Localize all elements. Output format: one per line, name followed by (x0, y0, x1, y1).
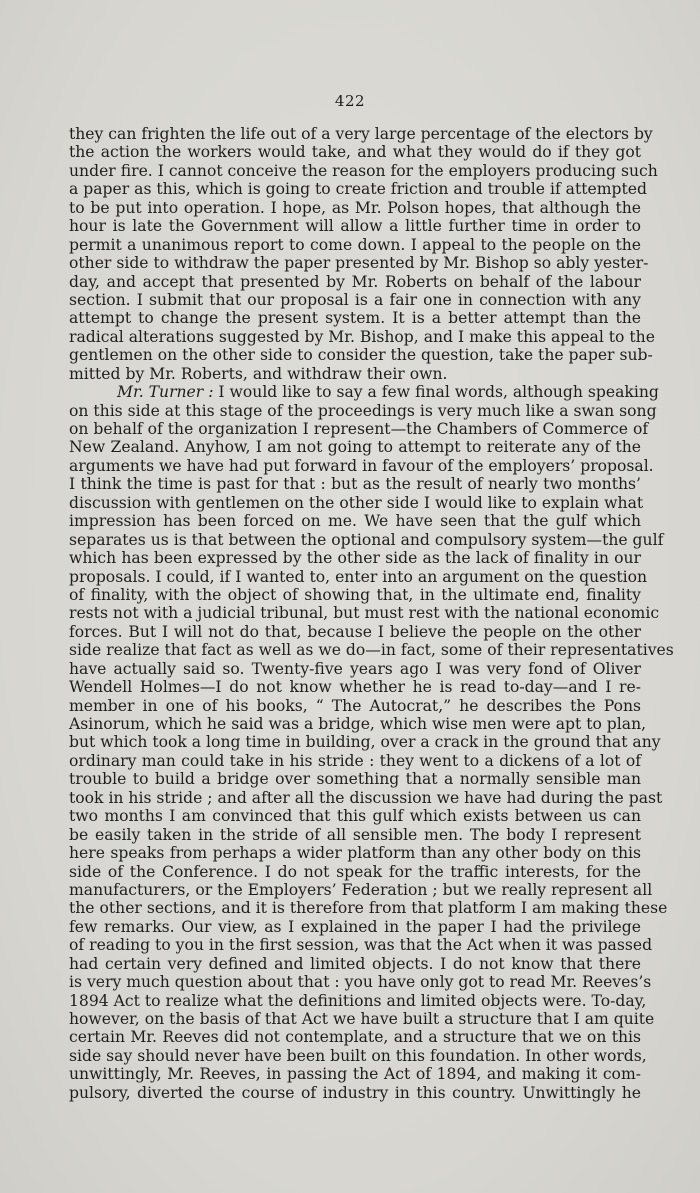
text-line: to be put into operation. I hope, as Mr. Polson hopes, that although the (69, 198, 641, 217)
text-line: section. I submit that our proposal is a fair one in connection with any (69, 290, 641, 309)
text-line: certain Mr. Reeves did not contemplate, and a structure that we on this (69, 1028, 641, 1047)
text-line: be easily taken in the stride of all sensible men. The body I represent (69, 825, 641, 844)
text-line: have actually said so. Twenty-five years ago I was very fond of Oliver (69, 659, 641, 678)
text-line: a paper as this, which is going to create friction and trouble if attempted (69, 180, 647, 199)
text-line: pulsory, diverted the course of industry in this country. Unwittingly he (69, 1083, 641, 1102)
speaker-name: Mr. Turner : (117, 383, 214, 402)
body-text (69, 125, 674, 1102)
text-line: hour is late the Government will allow a little further time in order to (69, 217, 641, 236)
text-line: other side to withdraw the paper presented by Mr. Bishop so ably yester- (69, 254, 649, 273)
text-line: attempt to change the present system. It is a better attempt than the (69, 309, 641, 328)
text-line: side realize that fact as well as we do—in fact, some of their representatives (69, 641, 674, 660)
text-line: the action the workers would take, and what they would do if they got (69, 143, 641, 162)
text-line: few remarks. Our view, as I explained in the paper I had the privilege (69, 917, 641, 936)
text-line: is very much question about that : you have only got to read Mr. Reeves’s (69, 973, 652, 992)
text-line: arguments we have had put forward in favour of the employers’ proposal. (69, 456, 654, 475)
text-line: had certain very defined and limited objects. I do not know that there (69, 954, 641, 973)
text-line: the other sections, and it is therefore from that platform I am making these (69, 899, 668, 918)
text-line (69, 383, 659, 402)
text-line: side say should never have been built on this foundation. In other words, (69, 1046, 647, 1065)
text-line: manufacturers, or the Employers’ Federation ; but we really represent all (69, 880, 653, 899)
text-line: under fire. I cannot conceive the reason for the employers producing such (69, 161, 658, 180)
text-line: separates us is that between the optional and compulsory system—the gulf (69, 530, 664, 549)
text-line: however, on the basis of that Act we have built a structure that I am quite (69, 1010, 655, 1028)
text-line: side of the Conference. I do not speak for the traffic interests, for the (69, 862, 641, 881)
text-line: of finality, with the object of showing that, in the ultimate end, finality (69, 585, 641, 604)
paragraph (69, 125, 658, 383)
text-line: took in his stride ; and after all the discussion we have had during the past (69, 788, 663, 807)
text-line: trouble to build a bridge over something that a normally sensible man (69, 770, 641, 789)
text-line: proposals. I could, if I wanted to, enter into an argument on the question (69, 567, 648, 586)
text-line: gentlemen on the other side to consider the question, take the paper sub- (69, 346, 653, 365)
text-line: New Zealand. Anyhow, I am not going to attempt to reiterate any of the (69, 438, 641, 457)
text-line: unwittingly, Mr. Reeves, in passing the Act of 1894, and making it com- (69, 1065, 641, 1084)
text-line: on behalf of the organization I represent—the Chambers of Commerce of (69, 420, 649, 438)
text-line: which has been expressed by the other side as the lack of finality in our (69, 549, 641, 568)
text-line: rests not with a judicial tribunal, but must rest with the national economic (69, 604, 660, 623)
text-line: Asinorum, which he said was a bridge, which wise men were apt to plan, (69, 715, 647, 733)
paragraph (69, 383, 674, 1102)
text-line: permit a unanimous report to come down. I appeal to the people on the (69, 235, 641, 254)
text-line: of reading to you in the first session, was that the Act when it was passed (69, 936, 653, 955)
text-line: Wendell Holmes—I do not know whether he is read to-day—and I re- (69, 678, 641, 697)
text-line: mitted by Mr. Roberts, and withdraw their own. (69, 364, 448, 383)
text-line: member in one of his books, “ The Autocrat,” he describes the Pons (69, 696, 641, 715)
text-line: two months I am convinced that this gulf which exists between us can (69, 807, 641, 826)
text-line: I think the time is past for that : but as the result of nearly two months’ (69, 475, 641, 494)
text-line: on this side at this stage of the proceedings is very much like a swan song (69, 401, 657, 420)
text-line: radical alterations suggested by Mr. Bishop, and I make this appeal to the (69, 327, 655, 346)
page-number: 422 (334, 92, 366, 110)
text-line: 1894 Act to realize what the definitions and limited objects were. To-day, (69, 991, 647, 1010)
text-line: ordinary man could take in his stride : they went to a dickens of a lot of (69, 751, 641, 770)
text-line: here speaks from perhaps a wider platform than any other body on this (69, 844, 641, 863)
text-line: impression has been forced on me. We have seen that the gulf which (69, 512, 641, 531)
text-line-content: I would like to say a few final words, although speaking (213, 383, 659, 402)
text-line: they can frighten the life out of a very large percentage of the electors by (69, 125, 653, 143)
text-line: day, and accept that presented by Mr. Roberts on behalf of the labour (69, 272, 641, 291)
text-line: discussion with gentlemen on the other side I would like to explain what (69, 493, 644, 512)
text-line: forces. But I will not do that, because I believe the people on the other (69, 622, 641, 641)
text-line: but which took a long time in building, over a crack in the ground that any (69, 733, 661, 752)
